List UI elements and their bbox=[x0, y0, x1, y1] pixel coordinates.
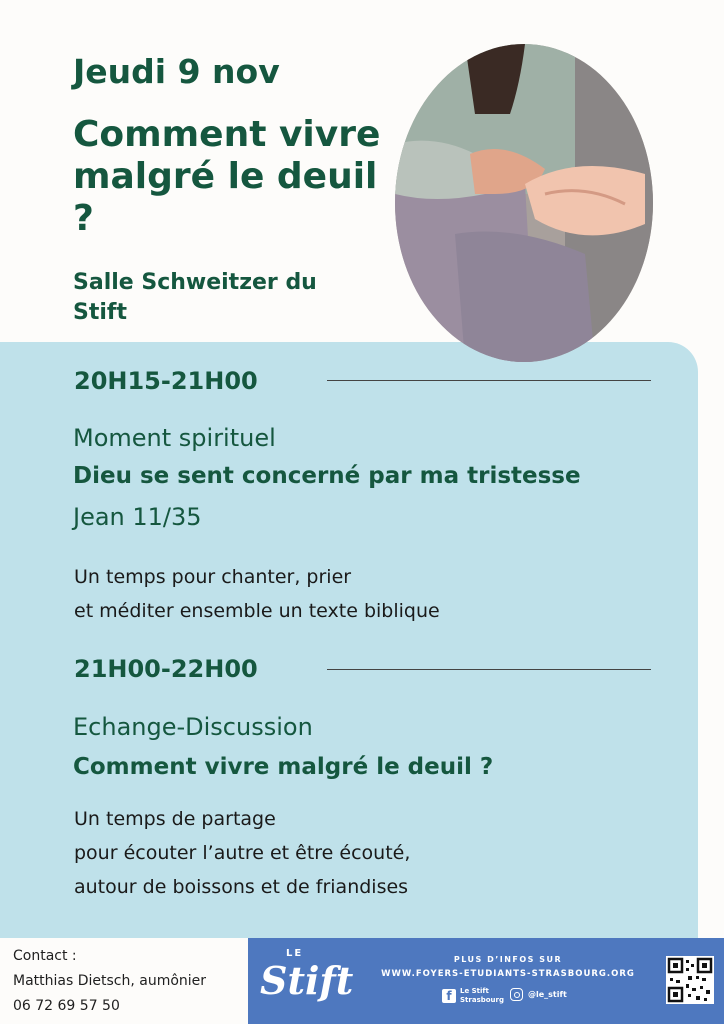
session1-type: Moment spirituel bbox=[73, 424, 276, 452]
instagram-handle: @le_stift bbox=[528, 990, 567, 999]
facebook-icon: f bbox=[442, 989, 456, 1003]
more-info-label: PLUS D’INFOS SUR bbox=[453, 955, 563, 964]
footer-banner bbox=[248, 938, 724, 1024]
logo-small-text: LE bbox=[286, 948, 304, 959]
facebook-line2: Strasbourg bbox=[460, 996, 504, 1004]
facebook-link[interactable] bbox=[442, 987, 504, 1005]
session2-description-line: pour écouter l’autre et être écouté, bbox=[74, 842, 411, 864]
qr-code[interactable] bbox=[666, 956, 714, 1004]
session1-heading: Dieu se sent concerné par ma tristesse bbox=[73, 463, 581, 489]
event-date: Jeudi 9 nov bbox=[73, 52, 280, 91]
session1-time: 20H15-21H00 bbox=[74, 367, 258, 395]
session2-description bbox=[74, 802, 410, 904]
session2-heading: Comment vivre malgré le deuil ? bbox=[73, 754, 494, 780]
session2-description-line: Un temps de partage bbox=[74, 808, 276, 830]
website-link[interactable]: WWW.FOYERS-ETUDIANTS-STRASBOURG.ORG bbox=[381, 969, 635, 979]
event-venue: Salle Schweitzer du Stift bbox=[73, 270, 317, 325]
facebook-line1: Le Stift bbox=[460, 987, 489, 995]
stift-logo: Stift bbox=[260, 958, 354, 1003]
session1-description bbox=[74, 560, 440, 628]
session2-time: 21H00-22H00 bbox=[74, 655, 258, 683]
event-photo bbox=[395, 44, 653, 362]
contact-name: Matthias Dietsch, aumônier bbox=[13, 973, 207, 989]
session2-type: Echange-Discussion bbox=[73, 713, 313, 741]
contact-label: Contact : bbox=[13, 948, 77, 964]
session1-divider bbox=[327, 380, 651, 381]
instagram-link[interactable] bbox=[510, 988, 567, 1001]
instagram-icon bbox=[510, 988, 523, 1001]
contact-phone[interactable]: 06 72 69 57 50 bbox=[13, 998, 120, 1014]
session1-description-line: et méditer ensemble un texte biblique bbox=[74, 600, 440, 622]
contact-block bbox=[13, 944, 206, 1019]
session1-description-line: Un temps pour chanter, prier bbox=[74, 566, 352, 588]
session2-description-line: autour de boissons et de friandises bbox=[74, 876, 409, 898]
session2-divider bbox=[327, 669, 651, 670]
event-title: Comment vivre malgré le deuil ? bbox=[73, 114, 381, 239]
session1-reference: Jean 11/35 bbox=[73, 503, 202, 531]
